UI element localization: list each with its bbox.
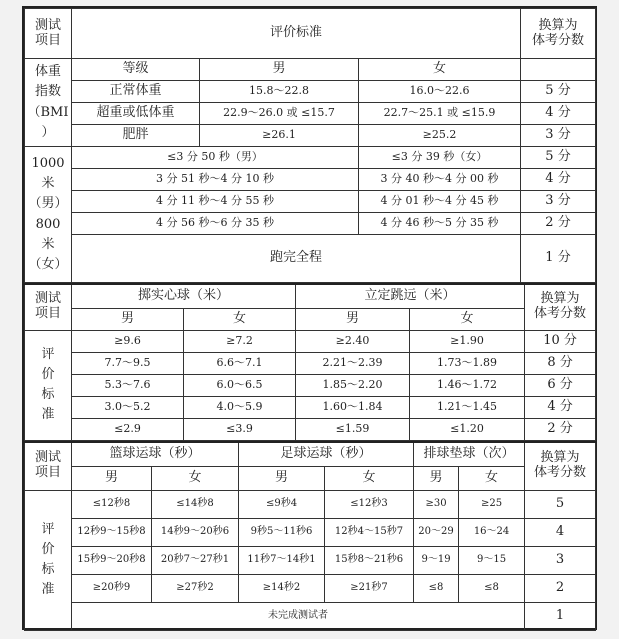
basketball-female: 20秒7～27秒1	[152, 546, 239, 574]
score: 10 分	[525, 330, 596, 352]
jump-female: 1.73～1.89	[410, 352, 525, 374]
jump-female: 1.46～1.72	[410, 374, 525, 396]
volleyball-female: 9～15	[459, 546, 525, 574]
ball-male: ≤2.9	[72, 418, 184, 440]
bmi-label: 体重 指数 （BMI ）	[25, 59, 72, 147]
run-male: ≤3 分 50 秒（男）	[72, 147, 359, 169]
soccer-male: ≥14秒2	[239, 574, 325, 602]
volleyball-male: ≤8	[414, 574, 459, 602]
header-soccer: 足球运球（秒）	[239, 442, 414, 466]
ball-male: 7.7～9.5	[72, 352, 184, 374]
score: 6 分	[525, 374, 596, 396]
run-male: 3 分 51 秒～4 分 10 秒	[72, 169, 359, 191]
run-female: 3 分 40 秒～4 分 00 秒	[359, 169, 521, 191]
bmi-female: ≥25.2	[359, 125, 521, 147]
soccer-female: 15秒8～21秒6	[325, 546, 414, 574]
soccer-male: 9秒5～11秒6	[239, 518, 325, 546]
run-finish: 跑完全程	[72, 235, 521, 283]
ball-female: ≤3.9	[184, 418, 296, 440]
score: 4 分	[525, 396, 596, 418]
run-score: 4 分	[521, 169, 596, 191]
header-long-jump: 立定跳远（米）	[296, 284, 525, 308]
run-female: ≤3 分 39 秒（女）	[359, 147, 521, 169]
header-score: 换算为 体考分数	[525, 442, 596, 490]
header-evaluation-standard: 评价标准	[72, 9, 521, 59]
ball-male: ≥9.6	[72, 330, 184, 352]
ball-male: 5.3～7.6	[72, 374, 184, 396]
soccer-female: ≤12秒3	[325, 490, 414, 518]
basketball-male: ≤12秒8	[72, 490, 152, 518]
basketball-female: ≤14秒8	[152, 490, 239, 518]
bmi-score: 4 分	[521, 103, 596, 125]
score: 2 分	[525, 418, 596, 440]
volleyball-female: 16～24	[459, 518, 525, 546]
ball-female: 4.0～5.9	[184, 396, 296, 418]
col-female: 女	[152, 466, 239, 490]
eval-label: 评 价 标 准	[25, 490, 72, 630]
col-male: 男	[296, 308, 410, 330]
jump-male: ≤1.59	[296, 418, 410, 440]
basketball-male: 12秒9～15秒8	[72, 518, 152, 546]
soccer-female: ≥21秒7	[325, 574, 414, 602]
col-female: 女	[325, 466, 414, 490]
unfinished-score: 1	[525, 602, 596, 630]
ball-female: 6.0～6.5	[184, 374, 296, 396]
header-volleyball: 排球垫球（次）	[414, 442, 525, 466]
score: 3	[525, 546, 596, 574]
col-female: 女	[359, 59, 521, 81]
soccer-male: ≤9秒4	[239, 490, 325, 518]
volleyball-female: ≥25	[459, 490, 525, 518]
col-male: 男	[239, 466, 325, 490]
run-score: 2 分	[521, 213, 596, 235]
bmi-grade: 超重或低体重	[72, 103, 200, 125]
col-male: 男	[72, 308, 184, 330]
jump-male: ≥2.40	[296, 330, 410, 352]
bmi-grade: 正常体重	[72, 81, 200, 103]
bmi-female: 16.0～22.6	[359, 81, 521, 103]
score-standard-sheet	[22, 6, 597, 630]
ball-female: 6.6～7.1	[184, 352, 296, 374]
run-score: 5 分	[521, 147, 596, 169]
col-grade: 等级	[72, 59, 200, 81]
jump-female: ≤1.20	[410, 418, 525, 440]
bmi-male: 15.8～22.8	[200, 81, 359, 103]
ball-male: 3.0～5.2	[72, 396, 184, 418]
score: 4	[525, 518, 596, 546]
unfinished: 未完成测试者	[72, 602, 525, 630]
header-test-item: 测试 项目	[25, 9, 72, 59]
col-female: 女	[410, 308, 525, 330]
empty-cell	[521, 59, 596, 81]
score: 2	[525, 574, 596, 602]
jump-male: 2.21～2.39	[296, 352, 410, 374]
header-score: 换算为 体考分数	[521, 9, 596, 59]
run-finish-score: 1 分	[521, 235, 596, 283]
bmi-score: 5 分	[521, 81, 596, 103]
jump-female: 1.21～1.45	[410, 396, 525, 418]
bmi-run-table	[24, 8, 596, 283]
volleyball-male: 20～29	[414, 518, 459, 546]
col-male: 男	[72, 466, 152, 490]
header-score: 换算为 体考分数	[525, 284, 596, 330]
volleyball-male: ≥30	[414, 490, 459, 518]
header-test-item: 测试 项目	[25, 284, 72, 330]
run-male: 4 分 56 秒～6 分 35 秒	[72, 213, 359, 235]
bmi-male: 22.9～26.0 或 ≤15.7	[200, 103, 359, 125]
col-female: 女	[184, 308, 296, 330]
run-female: 4 分 46 秒～5 分 35 秒	[359, 213, 521, 235]
run-label: 1000 米 （男） 800 米 （女）	[25, 147, 72, 283]
bmi-grade: 肥胖	[72, 125, 200, 147]
volleyball-female: ≤8	[459, 574, 525, 602]
basketball-female: ≥27秒2	[152, 574, 239, 602]
bmi-score: 3 分	[521, 125, 596, 147]
jump-male: 1.60～1.84	[296, 396, 410, 418]
header-basketball: 篮球运球（秒）	[72, 442, 239, 466]
col-female: 女	[459, 466, 525, 490]
col-male: 男	[414, 466, 459, 490]
col-male: 男	[200, 59, 359, 81]
run-male: 4 分 11 秒～4 分 55 秒	[72, 191, 359, 213]
header-test-item: 测试 项目	[25, 442, 72, 490]
score: 8 分	[525, 352, 596, 374]
jump-male: 1.85～2.20	[296, 374, 410, 396]
soccer-female: 12秒4～15秒7	[325, 518, 414, 546]
basketball-female: 14秒9～20秒6	[152, 518, 239, 546]
run-score: 3 分	[521, 191, 596, 213]
dribble-volley-table	[24, 441, 596, 631]
soccer-male: 11秒7～14秒1	[239, 546, 325, 574]
jump-female: ≥1.90	[410, 330, 525, 352]
basketball-male: ≥20秒9	[72, 574, 152, 602]
ball-jump-table	[24, 283, 596, 441]
header-shot-put: 掷实心球（米）	[72, 284, 296, 308]
volleyball-male: 9～19	[414, 546, 459, 574]
ball-female: ≥7.2	[184, 330, 296, 352]
bmi-male: ≥26.1	[200, 125, 359, 147]
basketball-male: 15秒9～20秒8	[72, 546, 152, 574]
run-female: 4 分 01 秒～4 分 45 秒	[359, 191, 521, 213]
score: 5	[525, 490, 596, 518]
eval-label: 评 价 标 准	[25, 330, 72, 440]
bmi-female: 22.7～25.1 或 ≤15.9	[359, 103, 521, 125]
